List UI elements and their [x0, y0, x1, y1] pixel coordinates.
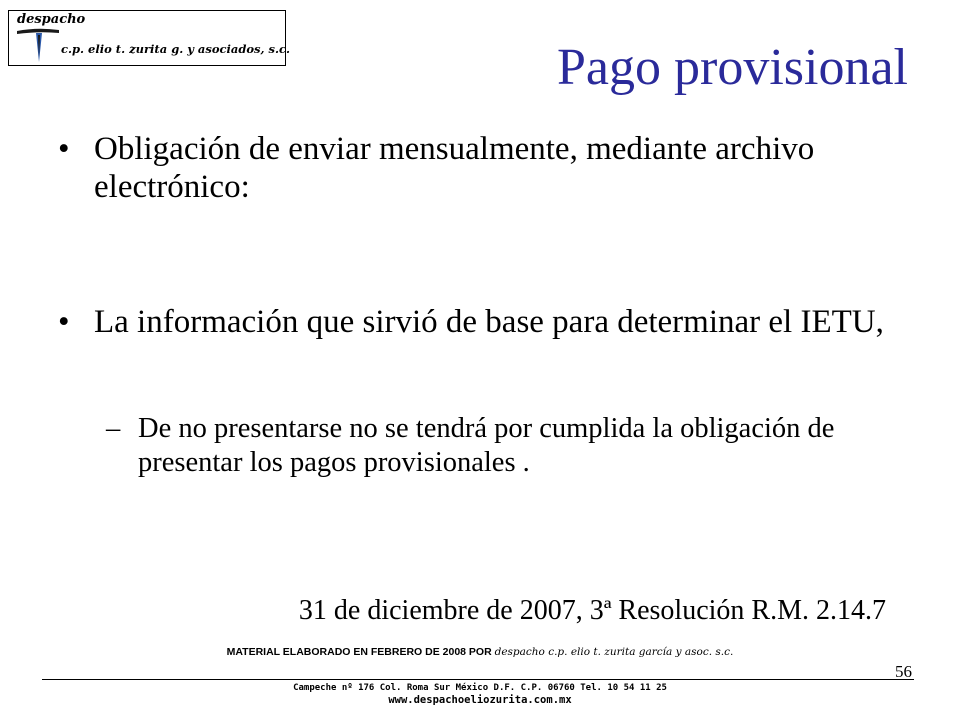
bullet-marker: •: [58, 131, 70, 167]
company-logo: [8, 10, 291, 66]
slide-title: Pago provisional: [557, 39, 908, 96]
bullet-text: Obligación de enviar mensualmente, mediante archivo electrónico:: [94, 131, 815, 205]
credit-prefix: MATERIAL ELABORADO EN FEBRERO DE 2008 POR: [226, 646, 495, 658]
logo-mark-icon: [15, 27, 61, 63]
logo-tagline: c.p. elio t. zurita g. y asociados, s.c.: [61, 42, 291, 56]
logo-name: despacho: [17, 12, 86, 27]
credit-line: [0, 646, 960, 658]
credit-firm: despacho c.p. elio t. zurita garcía y asoc. s.c.: [494, 646, 734, 658]
bullet-text: La información que sirvió de base para determinar el IETU,: [94, 304, 884, 340]
sub-bullet-item: [106, 412, 878, 480]
bullet-item: [58, 130, 914, 206]
footer-divider: [42, 679, 914, 680]
footer-address: Campeche nº 176 Col. Roma Sur México D.F. C.P. 06760 Tel. 10 54 11 25: [293, 683, 667, 693]
sub-bullet-marker: –: [106, 413, 121, 444]
footer-website[interactable]: www.despachoeliozurita.com.mx: [388, 694, 572, 706]
page-number: 56: [895, 662, 912, 681]
bullet-marker: •: [58, 304, 70, 340]
sub-bullet-text: De no presentarse no se tendrá por cumplida la obligación de presentar los pagos provisionales .: [138, 413, 835, 478]
bullet-item: [58, 303, 914, 341]
citation: 31 de diciembre de 2007, 3ª Resolución R.M. 2.14.7: [298, 595, 886, 626]
